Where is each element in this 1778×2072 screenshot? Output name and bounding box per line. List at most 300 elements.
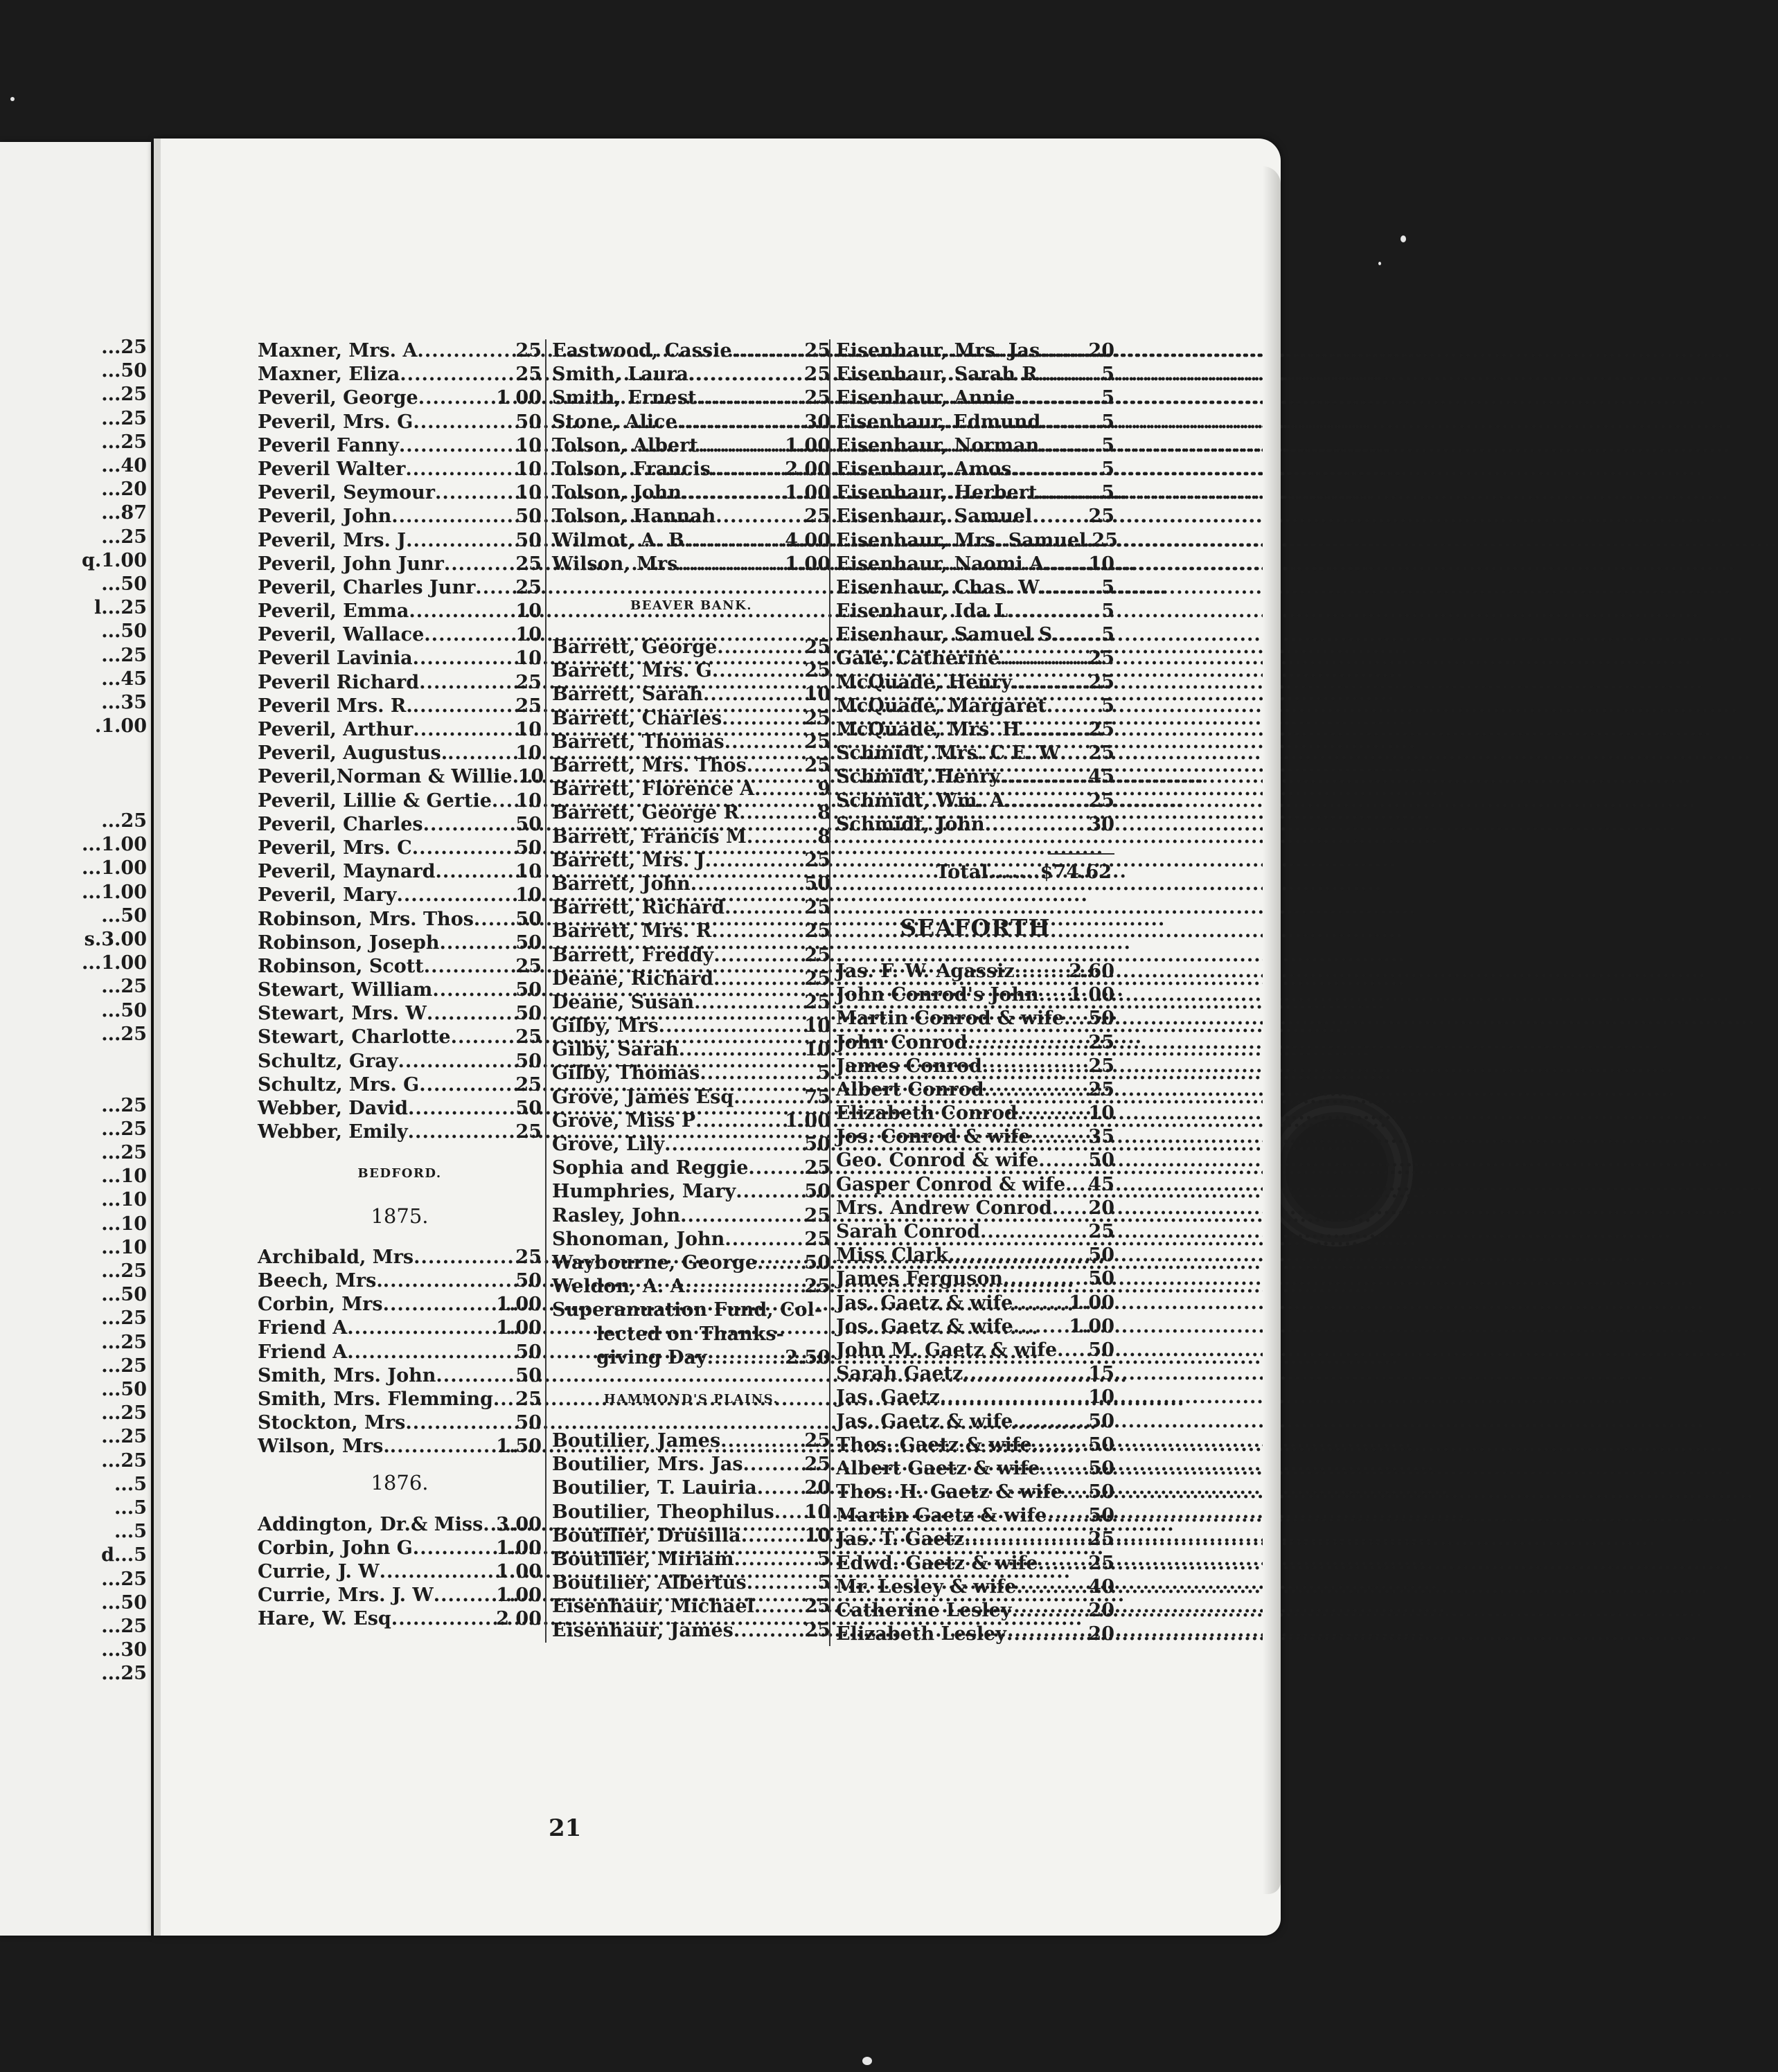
entry-amount: 50 xyxy=(1088,1505,1114,1527)
entry-amount: 25 xyxy=(804,731,830,753)
leader-dots xyxy=(757,1476,805,1500)
facing-page-amount: ...25 xyxy=(101,1449,147,1472)
entry-amount: 45 xyxy=(1088,766,1114,788)
leader-dots xyxy=(513,765,518,789)
subscriber-entry xyxy=(552,411,830,434)
leader-dots xyxy=(414,1246,515,1269)
subscriber-entry xyxy=(836,1481,1114,1504)
leader-dots xyxy=(715,505,804,528)
entry-name: Peveril Walter xyxy=(258,458,406,480)
entry-name: Catherine Lesley xyxy=(836,1600,1012,1621)
entry-name: Corbin, Mrs xyxy=(258,1294,383,1316)
column-1 xyxy=(258,339,542,1632)
subscriber-entry xyxy=(258,1513,542,1537)
entry-name: Peveril, Mrs. J xyxy=(258,529,407,551)
entry-name: Wilmot, A. B xyxy=(552,529,684,551)
entry-amount: 1 00 xyxy=(496,387,542,409)
leader-dots xyxy=(1040,411,1101,434)
entry-name: Barrett, Sarah xyxy=(552,684,704,706)
entry-name: Barrett, Mrs. R xyxy=(552,920,712,943)
column-2 xyxy=(545,339,830,1643)
entry-name: Eisenhaur, Sarah R xyxy=(836,364,1038,386)
facing-page-amount-column xyxy=(1,336,147,1686)
subscriber-entry xyxy=(552,434,830,458)
entry-amount: 10 xyxy=(515,624,542,646)
entry-name: Elizabeth Lesley xyxy=(836,1623,1006,1645)
entry-amount: 25 xyxy=(1088,1055,1114,1077)
leader-dots xyxy=(982,1055,1089,1078)
subscriber-entry xyxy=(552,801,830,825)
subscriber-entry xyxy=(552,481,830,505)
entry-name: Schultz, Gray xyxy=(258,1050,398,1072)
leader-dots xyxy=(434,1584,497,1607)
entry-name: Addington, Dr.& Miss xyxy=(258,1513,483,1535)
entry-amount: 5 xyxy=(1101,695,1114,717)
entry-name: Friend A xyxy=(258,1317,348,1339)
entry-amount: 50 xyxy=(804,1181,830,1203)
subscriber-entry xyxy=(258,1607,542,1631)
entry-name: Eisenhaur, Ida L xyxy=(836,600,1008,623)
subscriber-entry xyxy=(836,481,1114,505)
subscriber-entry xyxy=(258,386,542,410)
entry-name: Maxner, Mrs. A xyxy=(258,340,418,361)
subscriber-entry xyxy=(552,458,830,481)
leader-dots xyxy=(1047,1504,1088,1528)
subscriber-entry xyxy=(552,1133,830,1156)
entry-amount: 25 xyxy=(1088,742,1114,765)
total-label: Total xyxy=(936,861,988,883)
subscriber-entry xyxy=(258,458,542,481)
subscriber-entry xyxy=(836,1434,1114,1457)
section-heading-bedford: BEDFORD. xyxy=(357,1166,442,1181)
entry-amount: 25 xyxy=(804,1276,830,1298)
leader-dots xyxy=(1040,339,1088,363)
dust-speck xyxy=(1378,262,1381,265)
leader-dots xyxy=(700,1062,817,1085)
entry-amount: 25 xyxy=(1088,719,1114,740)
leader-dots xyxy=(419,671,515,695)
facing-page-amount: ...25 xyxy=(101,1663,147,1685)
entry-amount: 25 xyxy=(515,553,542,575)
entry-name: Martin Gaetz & wife xyxy=(836,1505,1047,1527)
entry-amount: 25 xyxy=(515,695,542,717)
subscriber-entry xyxy=(552,825,830,849)
leader-dots xyxy=(754,1595,805,1618)
total-line xyxy=(836,859,1114,886)
entry-amount: 20 xyxy=(1088,1600,1114,1621)
subscriber-entry xyxy=(552,636,830,659)
subscriber-entry xyxy=(836,1339,1114,1362)
entry-name: Jas. Gaetz & wife xyxy=(836,1292,1013,1314)
subscriber-entry xyxy=(836,1575,1114,1599)
leader-dots xyxy=(1013,1410,1088,1434)
entry-name: Smith, Laura xyxy=(552,364,689,386)
subscriber-entry xyxy=(258,434,542,458)
entry-name: Humphries, Mary xyxy=(552,1181,736,1203)
entry-amount: 25 xyxy=(1088,789,1114,812)
entry-amount: 20 xyxy=(1088,1197,1114,1219)
entry-amount: 40 xyxy=(1088,1575,1114,1598)
entry-name: Robinson, Mrs. Thos xyxy=(258,908,474,930)
entry-name: Peveril, Wallace xyxy=(258,624,425,646)
subscriber-entry xyxy=(258,623,542,647)
entry-amount: 20 xyxy=(804,1477,830,1499)
dust-speck xyxy=(1401,235,1406,242)
subscriber-entry xyxy=(258,1097,542,1120)
entry-name: Barrett, Mrs. J xyxy=(552,849,705,871)
subscriber-entry xyxy=(258,837,542,860)
leader-dots xyxy=(409,600,515,623)
subscriber-entry xyxy=(552,1204,830,1228)
facing-page-amount: ...5 xyxy=(114,1497,147,1519)
entry-amount: 10 xyxy=(804,1039,830,1061)
leader-dots xyxy=(713,944,804,967)
subscriber-entry xyxy=(836,1504,1114,1528)
leader-dots xyxy=(492,789,516,813)
entry-amount: 25 xyxy=(1092,529,1118,551)
facing-page-amount: ...50 xyxy=(101,1591,147,1614)
subscriber-entry xyxy=(258,908,542,931)
fund-line xyxy=(552,1346,830,1370)
entry-name: Deane, Richard xyxy=(552,967,714,990)
dust-speck xyxy=(10,97,15,101)
entry-name: Peveril Richard xyxy=(258,671,420,693)
entry-name: Schmidt, John xyxy=(836,813,985,835)
entry-name: Elizabeth Conrod xyxy=(836,1102,1017,1125)
leader-dots xyxy=(720,1429,804,1453)
entry-amount: 10 xyxy=(515,884,542,906)
entry-name: Peveril, Arthur xyxy=(258,719,414,740)
entry-name: Schmidt, Wm. A xyxy=(836,789,1005,812)
entry-amount: 5 xyxy=(1101,387,1114,409)
subscriber-entry xyxy=(836,1386,1114,1409)
leader-dots xyxy=(413,695,516,718)
subscriber-entry xyxy=(836,1599,1114,1623)
entry-name: Peveril, John Junr xyxy=(258,553,444,575)
leader-dots xyxy=(698,434,785,458)
leader-dots xyxy=(447,742,515,765)
entry-name: Barrett, George xyxy=(552,636,718,659)
subscriber-entry xyxy=(258,1246,542,1269)
entry-amount: 2 00 xyxy=(496,1608,542,1630)
leader-dots xyxy=(705,849,805,873)
leader-dots xyxy=(980,1220,1088,1244)
subscriber-entry xyxy=(836,1410,1114,1434)
entry-amount: 5 xyxy=(1101,458,1114,480)
subscriber-list-1875 xyxy=(258,1246,542,1459)
facing-page-amount: ...25 xyxy=(101,337,147,358)
leader-dots xyxy=(747,754,805,778)
entry-name: Barrett, George R xyxy=(552,802,740,824)
entry-name: Robinson, Joseph xyxy=(258,931,440,954)
entry-amount: 50 xyxy=(515,837,542,859)
entry-amount: 3.00 xyxy=(496,1513,542,1535)
entry-amount: 50 xyxy=(515,1364,542,1386)
subscriber-entry xyxy=(552,849,830,873)
subscriber-entry xyxy=(836,1292,1114,1315)
entry-name: Peveril Lavinia xyxy=(258,648,413,670)
entry-name: Webber, David xyxy=(258,1098,409,1119)
leader-dots xyxy=(757,1251,804,1275)
entry-amount: 25 xyxy=(804,1204,830,1226)
subscriber-entry xyxy=(258,1411,542,1435)
entry-name: Jos. Gaetz & wife xyxy=(836,1315,1013,1337)
leader-dots xyxy=(679,1038,805,1062)
entry-amount: 25 xyxy=(804,849,830,871)
subscriber-entry xyxy=(258,1073,542,1097)
entry-name: Jas. F. W. Agassiz xyxy=(836,960,1015,982)
leader-dots xyxy=(747,825,817,849)
leader-dots xyxy=(743,1453,805,1476)
entry-amount: 25 xyxy=(804,707,830,729)
subscriber-entry xyxy=(258,647,542,670)
leader-dots xyxy=(391,1607,496,1631)
leader-dots xyxy=(717,636,804,659)
entry-amount: 50 xyxy=(515,1341,542,1363)
column-3 xyxy=(829,339,1118,1646)
leader-dots xyxy=(347,1316,496,1340)
leader-dots xyxy=(413,411,515,434)
entry-amount: 10 xyxy=(515,600,542,623)
leader-dots xyxy=(483,1513,496,1537)
leader-dots xyxy=(988,859,1040,886)
entry-amount: 25 xyxy=(804,1157,830,1179)
entry-name: Peveril, Emma xyxy=(258,600,409,623)
subscriber-entry xyxy=(552,1062,830,1085)
leader-dots xyxy=(736,1180,804,1204)
facing-page-amount: ...50 xyxy=(101,620,147,643)
entry-amount: 25 xyxy=(804,387,830,409)
entry-amount: 5 xyxy=(817,1062,830,1084)
entry-amount: 10 xyxy=(804,1501,830,1523)
leader-dots xyxy=(1008,600,1101,623)
subscriber-entry xyxy=(836,1362,1114,1386)
entry-name: Corbin, John G xyxy=(258,1537,413,1559)
entry-amount: 25 xyxy=(804,920,830,943)
subscriber-entry xyxy=(552,363,830,386)
entry-name: Miss Clark. xyxy=(836,1244,955,1267)
entry-name: Schultz, Mrs. G xyxy=(258,1073,420,1096)
entry-name: Rasley, John xyxy=(552,1204,681,1226)
entry-amount: 50 xyxy=(515,1412,542,1434)
entry-name: Peveril, Mrs. G xyxy=(258,411,414,433)
entry-amount: 10 xyxy=(515,742,542,765)
entry-name: Maxner, Eliza xyxy=(258,364,400,386)
entry-amount: 25 xyxy=(804,967,830,990)
facing-page-amount: ...1.00 xyxy=(82,952,147,974)
section-heading-beaver-bank: BEAVER BANK. xyxy=(630,598,753,613)
subscriber-entry xyxy=(836,529,1118,553)
entry-amount: 25 xyxy=(515,1246,542,1268)
entry-name: Smith, Mrs. Flemming xyxy=(258,1388,493,1410)
subscriber-list xyxy=(258,339,542,1144)
facing-page-amount: ...45 xyxy=(101,668,147,690)
entry-name: Jos. Conrod & wife xyxy=(836,1126,1031,1148)
entry-amount: 25 xyxy=(804,897,830,919)
subscriber-entry xyxy=(258,481,542,505)
entry-amount: 25 xyxy=(804,340,830,361)
subscriber-entry xyxy=(258,860,542,884)
subscriber-entry xyxy=(552,339,830,363)
entry-name: Peveril, Charles xyxy=(258,813,423,835)
facing-page-amount: ...50 xyxy=(101,999,147,1021)
entry-amount: 1.50 xyxy=(496,1436,542,1458)
entry-name: Gilby, Sarah xyxy=(552,1039,679,1061)
subscriber-entry xyxy=(258,813,542,837)
subscriber-entry xyxy=(836,1267,1114,1291)
subscriber-entry xyxy=(552,1595,830,1618)
leader-dots xyxy=(406,529,515,553)
entry-amount: 50 xyxy=(515,908,542,930)
leader-dots xyxy=(707,1346,785,1370)
entry-amount: 50 xyxy=(515,1050,542,1072)
entry-name: Barrett, Charles xyxy=(552,707,722,729)
facing-page-amount: ...87 xyxy=(101,502,147,524)
facing-page-amount: ...25 xyxy=(101,431,147,453)
entry-name: Robinson, Scott xyxy=(258,955,424,977)
leader-dots xyxy=(412,837,516,860)
leader-dots xyxy=(1039,983,1069,1007)
leader-dots xyxy=(418,386,497,410)
entry-amount: 50 xyxy=(1088,1150,1114,1172)
leader-dots xyxy=(399,434,516,458)
subscriber-entry xyxy=(836,1149,1114,1172)
subscriber-entry xyxy=(836,1220,1114,1244)
entry-name: McQuade, Mrs. H xyxy=(836,719,1020,740)
facing-page-amount: ...50 xyxy=(101,1378,147,1400)
entry-amount: 50 xyxy=(804,1134,830,1155)
subscriber-entry xyxy=(836,1457,1114,1481)
entry-amount: 9 xyxy=(817,778,830,801)
leader-dots xyxy=(999,647,1088,670)
subscriber-entry xyxy=(552,896,830,920)
entry-amount: 25 xyxy=(804,364,830,386)
entry-name: Weldon, A. A xyxy=(552,1276,685,1298)
leader-dots xyxy=(712,659,805,683)
subscriber-entry xyxy=(258,1050,542,1073)
subscriber-entry xyxy=(258,671,542,695)
facing-page-amount: ...25 xyxy=(101,1615,147,1637)
subscriber-entry xyxy=(258,1584,542,1607)
facing-page-amount xyxy=(1,1046,147,1070)
leader-dots xyxy=(405,1411,515,1435)
subscriber-entry xyxy=(258,1341,542,1364)
entry-amount: 8 xyxy=(817,825,830,848)
entry-name: Eisenhaur, Chas. W xyxy=(836,576,1040,598)
leader-dots xyxy=(417,339,515,363)
subscriber-entry xyxy=(836,458,1114,481)
subscriber-list-seaforth xyxy=(836,960,1114,1646)
entry-name: Eisenhaur, Amos xyxy=(836,458,1012,480)
subscriber-entry xyxy=(552,1038,830,1062)
leader-dots xyxy=(955,1244,1089,1267)
leader-dots xyxy=(419,1073,515,1097)
leader-dots xyxy=(1003,1267,1088,1291)
entry-name: Tolson, Hannah xyxy=(552,506,716,528)
subscriber-entry xyxy=(552,967,830,991)
entry-name: Peveril, Mrs. C xyxy=(258,837,412,859)
entry-name: Barrett, John xyxy=(552,873,691,895)
leader-dots xyxy=(724,731,805,754)
superannuation-fund-entry xyxy=(552,1298,830,1370)
entry-amount: 25 xyxy=(804,755,830,776)
entry-amount: 50 xyxy=(515,1003,542,1025)
entry-name: Gale, Catherine xyxy=(836,648,1000,670)
subscriber-entry xyxy=(258,884,542,907)
entry-name: Gilby, Thomas xyxy=(552,1062,700,1084)
subscriber-entry xyxy=(258,1560,542,1584)
leader-dots xyxy=(1037,481,1101,505)
subscriber-entry xyxy=(836,1552,1114,1575)
subscriber-entry xyxy=(258,1388,542,1411)
entry-amount: 10 xyxy=(515,434,542,456)
facing-page-amount: ...35 xyxy=(101,692,147,714)
facing-page-amount: ...1.00 xyxy=(82,834,147,856)
leader-dots xyxy=(400,363,515,386)
entry-amount: 10 xyxy=(804,684,830,706)
entry-name: Tolson, John xyxy=(552,482,682,504)
entry-name: Grove, James Esq xyxy=(552,1086,734,1108)
entry-amount: 50 xyxy=(515,979,542,1001)
facing-page-amount xyxy=(1,762,147,786)
section-heading-seaforth: SEAFORTH xyxy=(900,913,1051,941)
entry-name: Albert Conrod xyxy=(836,1078,984,1100)
dust-speck xyxy=(862,2057,872,2065)
entry-name: Eastwood, Cassie xyxy=(552,340,732,361)
entry-name: Eisenhaur, Naomi A xyxy=(836,553,1044,575)
leader-dots xyxy=(427,1002,516,1026)
subscriber-entry xyxy=(836,1197,1114,1220)
subscriber-entry xyxy=(836,505,1114,528)
facing-page-amount: ...25 xyxy=(101,1402,147,1424)
subscriber-entry xyxy=(836,576,1114,600)
entry-amount: 5 xyxy=(1101,434,1114,456)
facing-page-amount: ...1.00 xyxy=(82,857,147,879)
entry-name: Peveril Fanny xyxy=(258,434,399,456)
entry-amount: 1.00 xyxy=(496,1561,542,1582)
leader-dots xyxy=(691,873,805,896)
subscriber-entry xyxy=(258,600,542,623)
entry-name: Currie, Mrs. J. W xyxy=(258,1584,434,1607)
entry-amount: 25 xyxy=(1088,1221,1114,1242)
entry-amount: 30 xyxy=(1088,813,1114,835)
entry-name: James Conrod xyxy=(836,1055,982,1077)
leader-dots xyxy=(695,1109,785,1133)
entry-amount: 25 xyxy=(804,944,830,966)
entry-name: Smith, Mrs. John xyxy=(258,1364,436,1386)
entry-amount: 5 xyxy=(817,1572,830,1594)
subscriber-entry xyxy=(258,955,542,979)
subscriber-entry xyxy=(258,553,542,576)
entry-name: Boutilier, Miriam xyxy=(552,1548,734,1570)
entry-name: Archibald, Mrs xyxy=(258,1246,414,1268)
leader-dots xyxy=(677,411,805,434)
entry-name: Tolson, Francis xyxy=(552,458,711,480)
entry-amount: 75 xyxy=(804,1086,830,1108)
entry-amount: 50 xyxy=(515,1269,542,1292)
leader-dots xyxy=(697,386,805,410)
facing-page-amount: ...25 xyxy=(101,407,147,429)
facing-page-amount: ...25 xyxy=(101,810,147,832)
subscriber-entry xyxy=(258,742,542,765)
facing-page-amount: ...20 xyxy=(101,479,147,501)
entry-amount: 1.00 xyxy=(1069,1315,1114,1337)
entry-name: Eisenhaur, Samuel S xyxy=(836,624,1053,646)
entry-name: Sophia and Reggie xyxy=(552,1157,749,1179)
entry-name: Peveril,Norman & Willie xyxy=(258,766,513,788)
entry-amount: 2.00 xyxy=(785,458,830,480)
page-number: 21 xyxy=(549,1814,582,1842)
